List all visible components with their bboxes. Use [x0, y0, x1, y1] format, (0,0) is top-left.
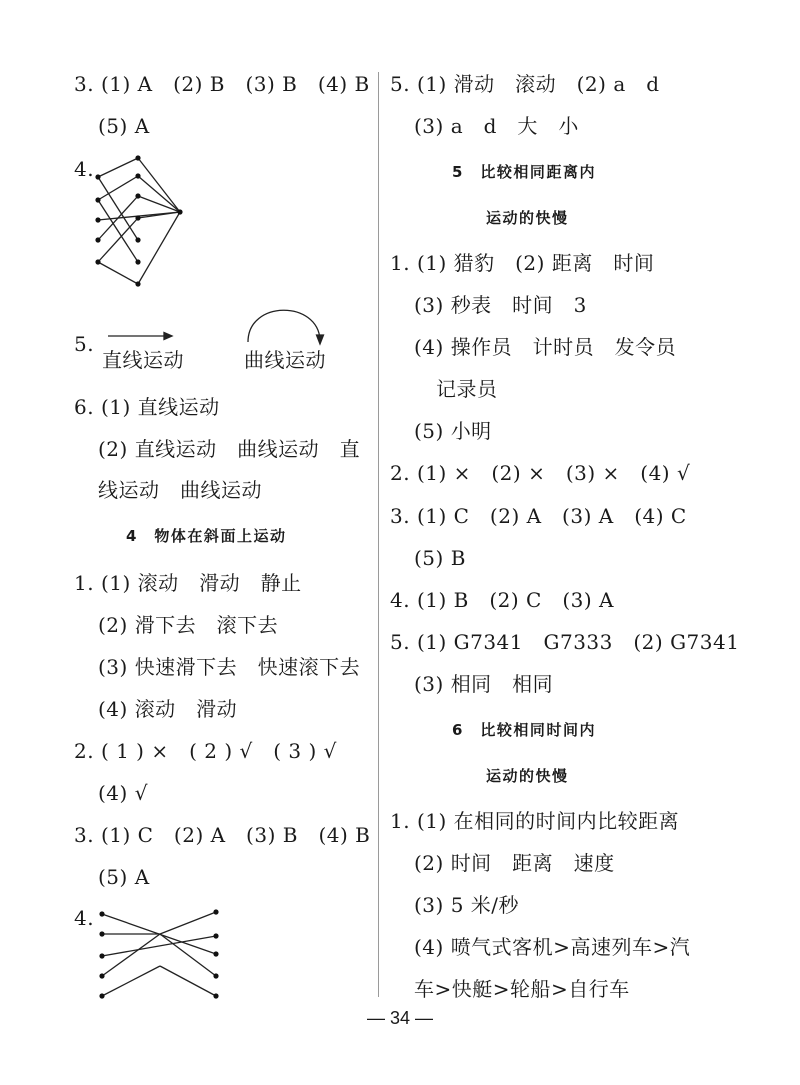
- right-line-7: (5) 小明: [414, 419, 492, 443]
- page-number: — 34 —: [366, 1008, 434, 1028]
- section-heading-6-line2: 运动的快慢: [486, 767, 569, 785]
- right-line-9: 3. (1) C (2) A (3) A (4) C: [390, 504, 687, 528]
- right-line-1: 5. (1) 滑动 滚动 (2) a d: [390, 72, 660, 96]
- section-heading-4: 4 物体在斜面上运动: [126, 527, 287, 545]
- curved-arrow-icon: [248, 310, 324, 344]
- left-line-12: 2. ( 1 ) × ( 2 ) √ ( 3 ) √: [74, 739, 337, 763]
- left-line-2: (5) A: [98, 114, 150, 138]
- straight-arrow-icon: [108, 333, 172, 340]
- right-line-11: 4. (1) B (2) C (3) A: [390, 588, 614, 612]
- column-divider: [378, 72, 379, 997]
- right-line-8: 2. (1) × (2) × (3) × (4) √: [390, 461, 691, 485]
- section-heading-5-line1: 5 比较相同距离内: [452, 163, 596, 181]
- right-line-3: 1. (1) 猎豹 (2) 距离 时间: [390, 251, 655, 275]
- right-line-15: (2) 时间 距离 速度: [414, 851, 615, 875]
- left-line-13: (4) √: [98, 781, 148, 805]
- left-q4b-number: 4.: [74, 906, 95, 930]
- left-line-14: 3. (1) C (2) A (3) B (4) B: [74, 823, 371, 847]
- left-line-11: (4) 滚动 滑动: [98, 697, 238, 721]
- right-line-10: (5) B: [414, 546, 466, 570]
- left-q5-number: 5.: [74, 332, 95, 356]
- left-line-9: (2) 滑下去 滚下去: [98, 613, 279, 637]
- left-line-8: 1. (1) 滚动 滑动 静止: [74, 571, 302, 595]
- left-line-6: (2) 直线运动 曲线运动 直: [98, 437, 361, 461]
- left-line-1: 3. (1) A (2) B (3) B (4) B: [74, 72, 370, 96]
- left-line-7: 线运动 曲线运动: [98, 478, 262, 502]
- label-curved-motion: 曲线运动: [244, 348, 326, 372]
- right-line-2: (3) a d 大 小: [414, 114, 579, 138]
- right-line-16: (3) 5 米/秒: [414, 893, 520, 917]
- left-q4-number: 4.: [74, 157, 95, 181]
- section-heading-5-line2: 运动的快慢: [486, 209, 569, 227]
- right-line-14: 1. (1) 在相同的时间内比较距离: [390, 809, 680, 833]
- right-line-5: (4) 操作员 计时员 发令员: [414, 335, 677, 359]
- section-heading-6-line1: 6 比较相同时间内: [452, 721, 596, 739]
- left-line-10: (3) 快速滑下去 快速滚下去: [98, 655, 361, 679]
- right-line-12: 5. (1) G7341 G7333 (2) G7341: [390, 630, 740, 654]
- right-line-17: (4) 喷气式客机>高速列车>汽: [414, 935, 691, 959]
- right-line-4: (3) 秒表 时间 3: [414, 293, 587, 317]
- right-line-6: 记录员: [436, 377, 498, 401]
- left-line-15: (5) A: [98, 865, 150, 889]
- matching-diagram-2: [99, 909, 218, 998]
- label-straight-motion: 直线运动: [102, 348, 184, 372]
- right-line-18: 车>快艇>轮船>自行车: [414, 977, 630, 1001]
- right-line-13: (3) 相同 相同: [414, 672, 554, 696]
- left-line-5: 6. (1) 直线运动: [74, 395, 220, 419]
